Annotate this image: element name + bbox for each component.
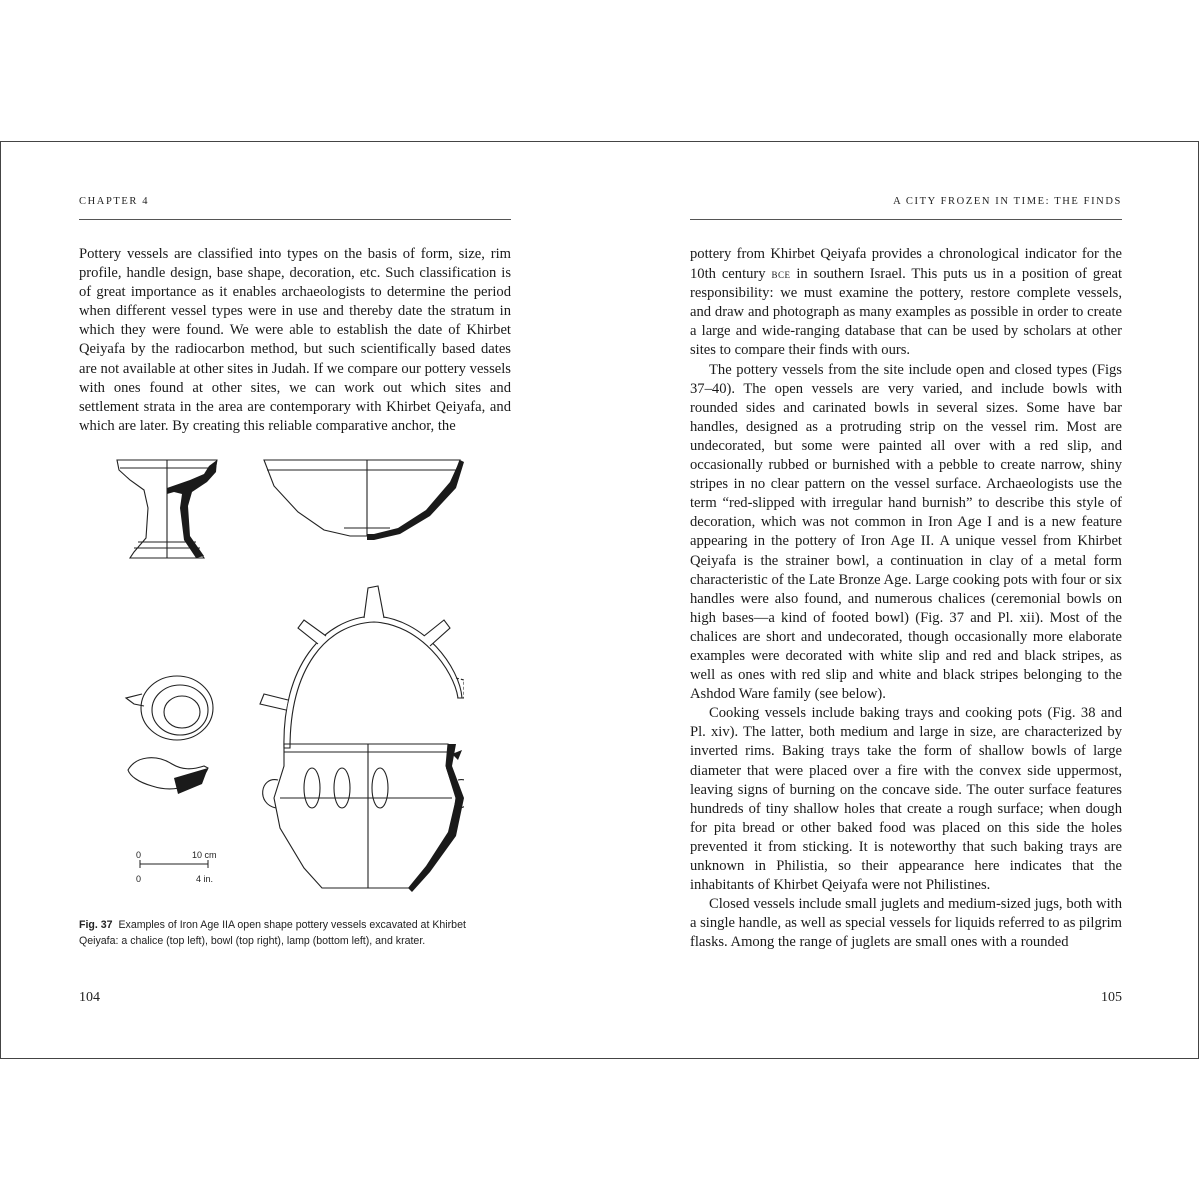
- scale-top-start: 0: [136, 850, 142, 860]
- figure-number: Fig. 37: [79, 919, 113, 931]
- right-body-text: [690, 245, 1122, 952]
- header-rule-right: [690, 219, 1122, 220]
- handled-bowl-drawing: [260, 586, 464, 748]
- scale-bottom-end: 4 in.: [196, 874, 214, 884]
- paragraph: [690, 245, 1122, 361]
- running-head-right: A CITY FROZEN IN TIME: THE FINDS: [893, 196, 1122, 207]
- scale-top-end: 10 cm: [192, 850, 217, 860]
- figure-caption-text: Examples of Iron Age IIA open shape pottery vessels excavated at Khirbet Qeiyafa: a chalice (top left), bowl (top right), lamp (bottom left), and krater.: [79, 919, 466, 947]
- era-abbreviation: bce: [771, 266, 791, 282]
- scale-bar: [140, 860, 208, 868]
- header-rule-left: [79, 219, 511, 220]
- pottery-drawings: [112, 448, 464, 908]
- paragraph: The pottery vessels from the site include open and closed types (Figs 37–40). The open vessels are very varied, and include bowls with rounded sides and carinated bowls in several sizes. Some have bar handles, designed as a protruding strip on the vessel rim. Most are undecorated, but some were painted all over with a red slip, and occasionally rubbed or burnished with a pebble to create narrow, shiny stripes in no clear pattern on the vessel surface. Archaeologists use the term “red-slipped with irregular hand burnish” to describe this style of decoration, which was not common in Iron Age I and is a new feature appearing in the pottery of Iron Age II. A unique vessel from Khirbet Qeiyafa is the strainer bowl, a continuation in clay of a metal form characteristic of the Late Bronze Age. Large cooking pots with four or six handles were also found, and numerous chalices (ceremonial bowls on high bases—a kind of footed bowl) (Fig. 37 and Pl. xii). Most of the chalices are short and undecorated, though occasionally more elaborate examples were decorated with white slip and red and black stripes, as well as ones with red slip and white and black stripes belonging to the Ashdod Ware family (see below).: [690, 361, 1122, 703]
- page-number-right: 105: [1101, 990, 1122, 1005]
- bowl-drawing: [264, 460, 464, 540]
- paragraph: Closed vessels include small juglets and medium-sized jugs, both with a single handle, as well as special vessels for liquids referred to as pilgrim flasks. Among the range of juglets are small ones with a rounded: [690, 896, 1123, 951]
- pottery-figure: [112, 448, 464, 908]
- paragraph-start: pottery from Khirbet Qeiyafa provides a chronological indicator for the 10th century: [690, 246, 1122, 283]
- krater-drawing: [263, 744, 464, 892]
- paragraph: Pottery vessels are classified into types on the basis of form, size, rim profile, handle design, base shape, decoration, etc. Such classification is of great importance as it enables archaeologists to determine the period when different vessel types were in use and thereby date the stratum in which they were found. We were able to establish the date of Khirbet Qeiyafa by the radiocarbon method, but such scientifically based dates are not available at other sites in Judah. If we compare our pottery vessels with ones found at other sites, we can work out which sites and settlement strata in the area are contemporary with Khirbet Qeiyafa, and which are later. By creating this reliable comparative anchor, the: [79, 246, 511, 434]
- lamp-drawing: [126, 676, 213, 794]
- chalice-drawing: [117, 460, 217, 558]
- left-body-text: [79, 245, 511, 436]
- paragraph: Cooking vessels include baking trays and cooking pots (Fig. 38 and Pl. xiv). The latter, both medium and large in size, are characterized by inverted rims. Baking trays take the form of shallow bowls of large diameter that were placed over a fire with the convex side uppermost, leaving signs of burning on the concave side. The outer surface features hundreds of tiny shallow holes that create a rough surface; when dough for pita bread or other baked food was placed on this side the holes prevented it from sticking. It is noteworthy that such baking trays are unknown in Philistia, so their appearance here indicates that the inhabitants of Khirbet Qeiyafa were not Philistines.: [690, 705, 1122, 894]
- page-number-left: 104: [79, 990, 100, 1005]
- running-head-left: CHAPTER 4: [79, 196, 150, 207]
- paragraph-rest: in southern Israel. This puts us in a position of great responsibility: we must examine the pottery, restore complete vessels, and draw and photograph as many examples as possible in order to create a large and wide-ranging database that can be used by scholars at other sites to compare their finds with ours.: [690, 266, 1123, 359]
- scale-bottom-start: 0: [136, 874, 142, 884]
- figure-caption: [79, 917, 499, 949]
